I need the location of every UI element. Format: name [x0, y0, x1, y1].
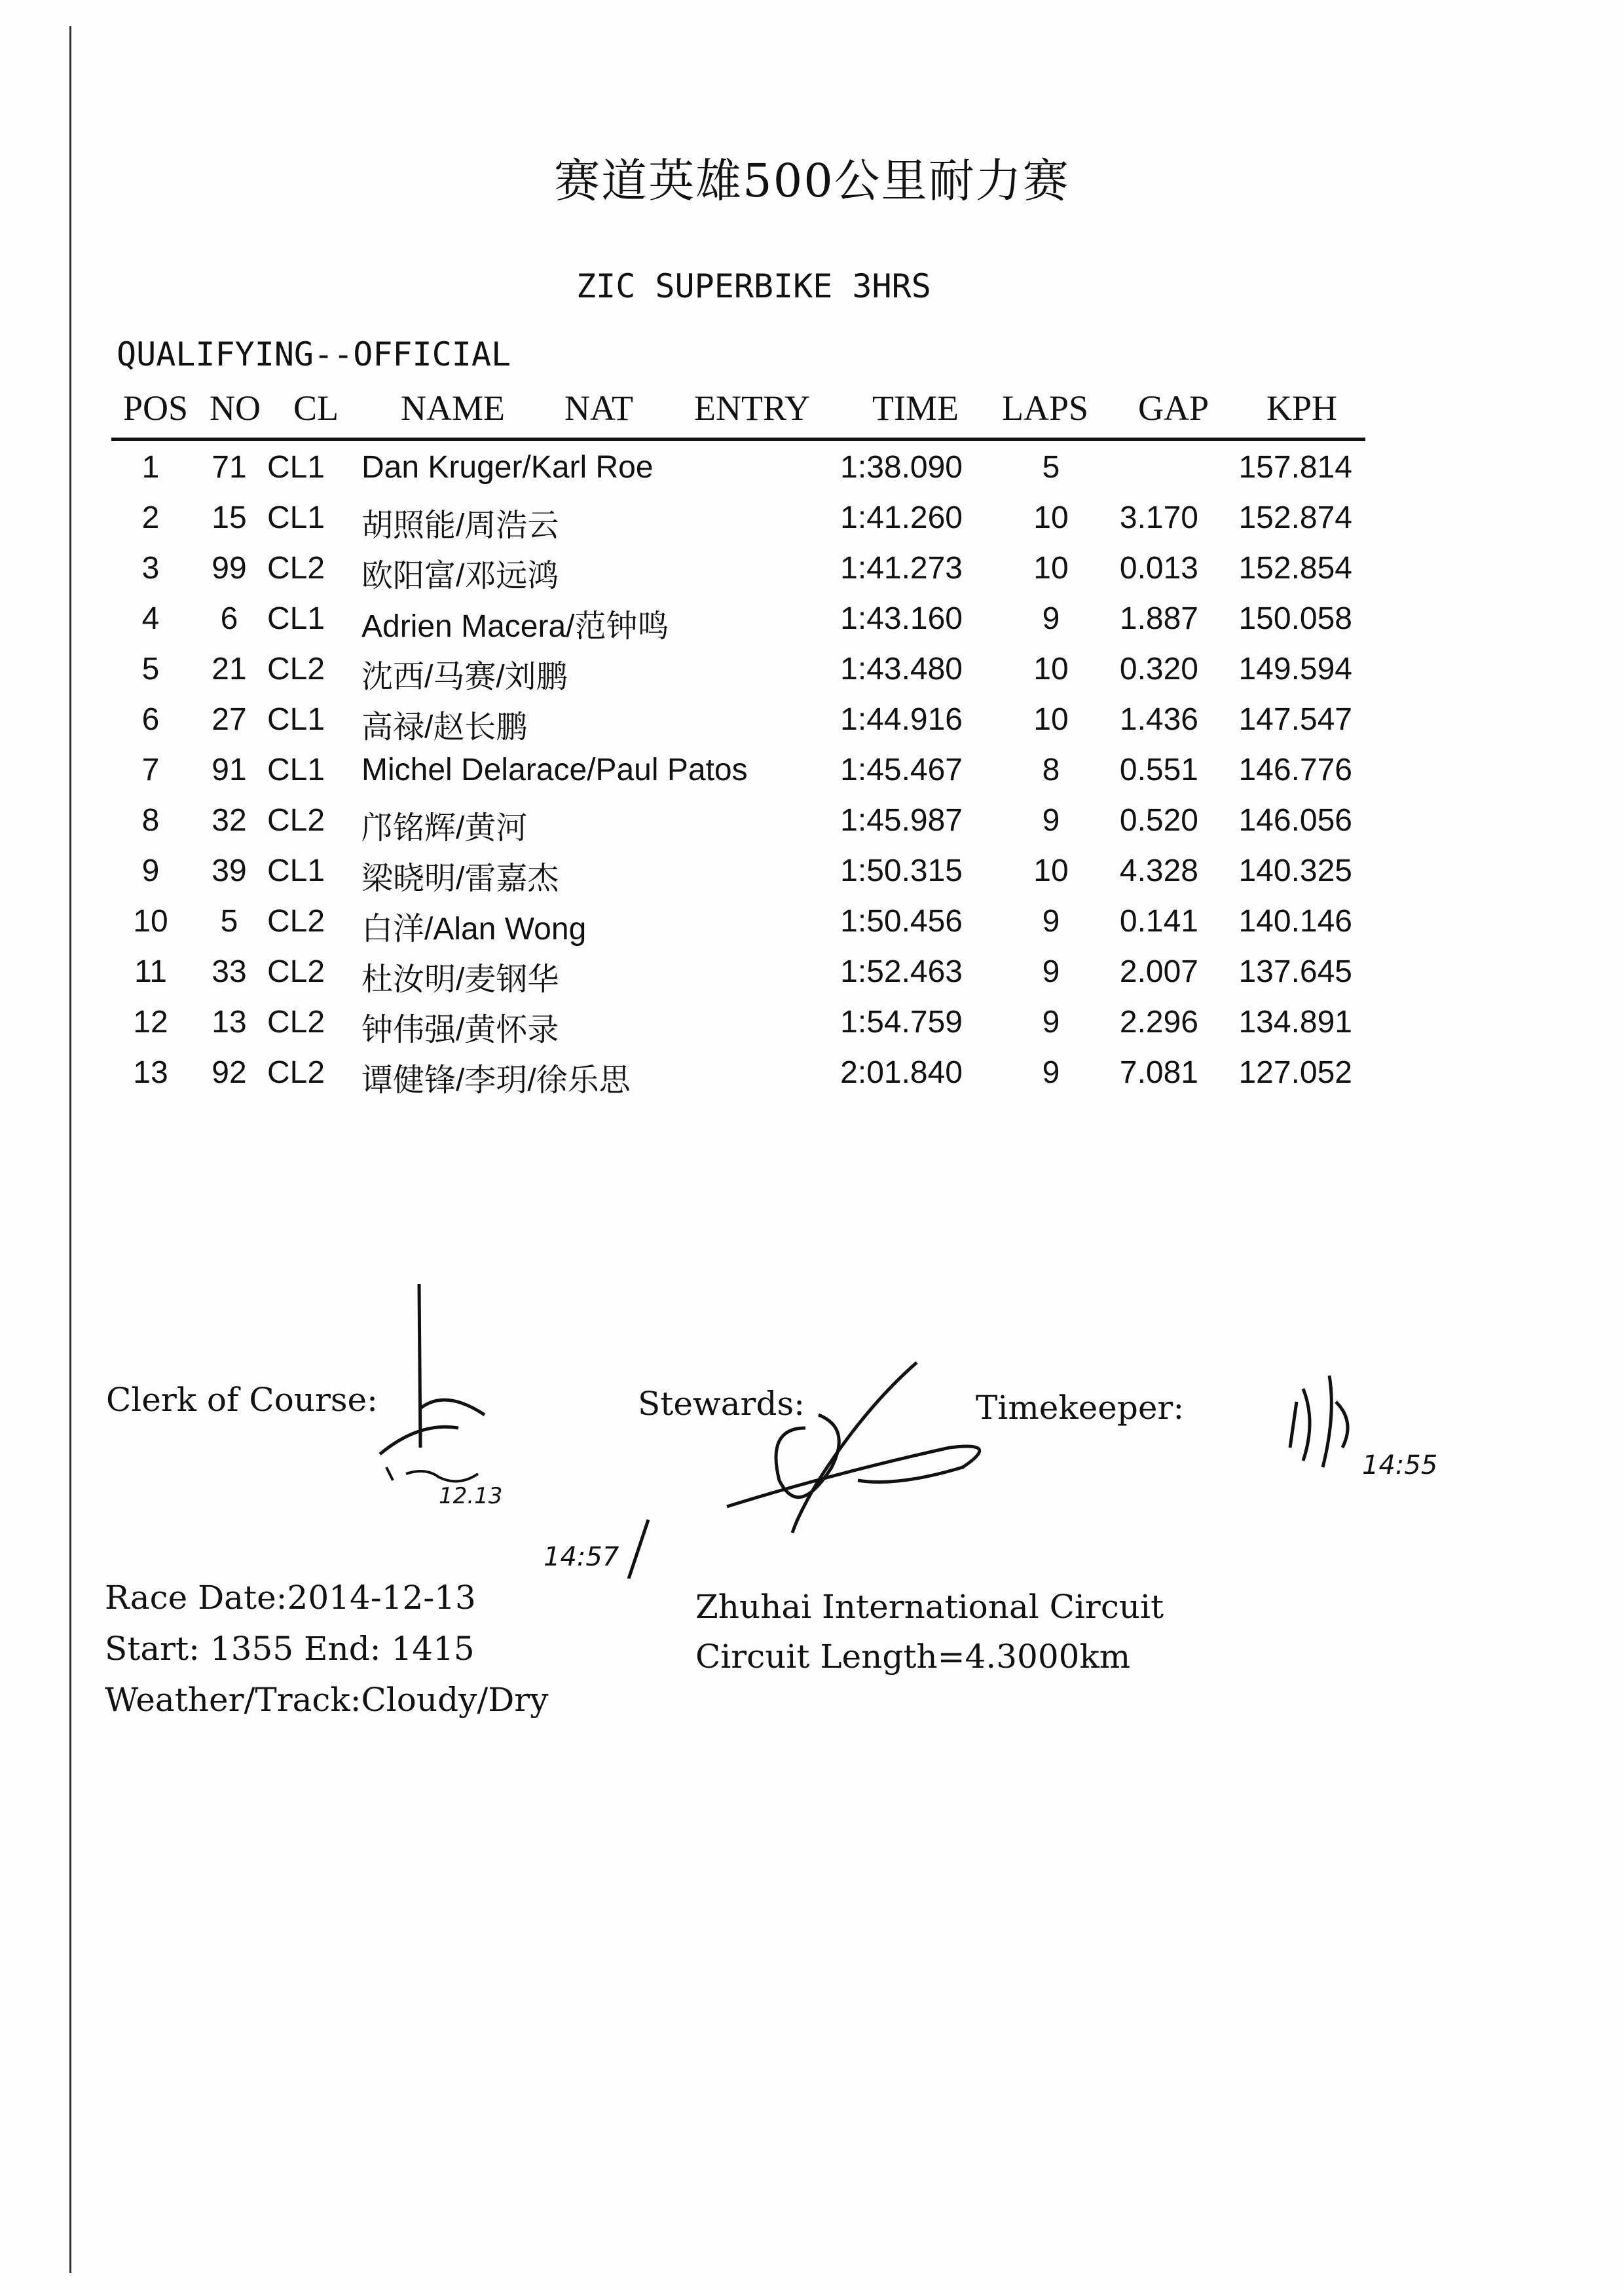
row-no: 6 — [220, 601, 238, 636]
row-name: 邝铭辉/黄河 — [361, 811, 528, 846]
row-cl: CL1 — [267, 753, 325, 787]
header-pos: POS — [123, 388, 189, 428]
header-gap: GAP — [1138, 388, 1209, 428]
row-pos: 2 — [141, 500, 160, 535]
race-start-end: Start: 1355 End: 1415 — [105, 1630, 475, 1668]
row-name: Dan Kruger/Karl Roe — [361, 450, 654, 485]
event-subtitle: ZIC SUPERBIKE 3HRS — [576, 267, 931, 305]
clerk-signature — [367, 1277, 681, 1579]
row-time: 1:43.160 — [840, 601, 963, 636]
row-cl: CL2 — [267, 551, 325, 586]
table-row — [0, 651, 1624, 694]
row-name: 钟伟强/黄怀录 — [361, 1013, 559, 1047]
header-cl: CL — [293, 388, 339, 428]
row-time: 1:45.467 — [840, 753, 963, 787]
row-laps: 9 — [1042, 1055, 1060, 1090]
row-name: Michel Delarace/Paul Patos — [361, 753, 748, 787]
row-time: 1:43.480 — [840, 652, 963, 686]
header-laps: LAPS — [1002, 388, 1089, 428]
row-no: 15 — [212, 500, 247, 535]
row-cl: CL1 — [267, 854, 325, 888]
weather-track: Weather/Track:Cloudy/Dry — [105, 1681, 549, 1719]
row-name: 欧阳富/邓远鸿 — [361, 559, 559, 593]
row-name: 沈西/马赛/刘鹏 — [361, 660, 568, 694]
row-kph: 147.547 — [1238, 702, 1352, 737]
header-no: NO — [210, 388, 261, 428]
row-cl: CL1 — [267, 702, 325, 737]
row-time: 1:38.090 — [840, 450, 963, 485]
row-laps: 9 — [1042, 1005, 1060, 1040]
row-pos: 9 — [141, 854, 160, 888]
row-kph: 150.058 — [1238, 601, 1352, 636]
row-pos: 5 — [141, 652, 160, 686]
row-no: 13 — [212, 1005, 247, 1040]
row-time: 1:54.759 — [840, 1005, 963, 1040]
row-pos: 11 — [134, 954, 167, 989]
circuit-name: Zhuhai International Circuit — [695, 1588, 1164, 1626]
circuit-length: Circuit Length=4.3000km — [695, 1638, 1131, 1676]
row-gap: 1.436 — [1119, 702, 1198, 737]
row-time: 1:45.987 — [840, 803, 963, 838]
row-laps: 9 — [1042, 601, 1060, 636]
session-label: QUALIFYING--OFFICIAL — [117, 335, 511, 373]
row-pos: 12 — [133, 1005, 168, 1040]
table-row — [0, 500, 1624, 543]
row-pos: 10 — [133, 904, 168, 939]
row-no: 39 — [212, 854, 247, 888]
table-row — [0, 601, 1624, 644]
header-rule — [111, 438, 1365, 441]
row-kph: 152.854 — [1238, 551, 1352, 586]
race-date: Race Date:2014-12-13 — [105, 1579, 476, 1617]
row-time: 1:41.260 — [840, 500, 963, 535]
row-pos: 4 — [141, 601, 160, 636]
row-name: Adrien Macera/范钟鸣 — [361, 609, 669, 644]
row-time: 1:50.456 — [840, 904, 963, 939]
row-gap: 2.296 — [1119, 1005, 1198, 1040]
header-entry: ENTRY — [694, 388, 811, 428]
clerk-time-note: 14:57 — [544, 1542, 619, 1572]
row-kph: 137.645 — [1238, 954, 1352, 989]
table-row — [0, 702, 1624, 745]
row-kph: 140.325 — [1238, 854, 1352, 888]
row-kph: 127.052 — [1238, 1055, 1352, 1090]
row-pos: 1 — [141, 450, 160, 485]
header-kph: KPH — [1266, 388, 1338, 428]
row-cl: CL2 — [267, 904, 325, 939]
row-time: 1:50.315 — [840, 854, 963, 888]
row-laps: 9 — [1042, 954, 1060, 989]
row-cl: CL1 — [267, 500, 325, 535]
row-no: 27 — [212, 702, 247, 737]
row-gap: 0.141 — [1119, 904, 1198, 939]
row-cl: CL2 — [267, 652, 325, 686]
row-gap: 0.013 — [1119, 551, 1198, 586]
timekeeper-label: Timekeeper: — [976, 1389, 1185, 1427]
row-kph: 157.814 — [1238, 450, 1352, 485]
row-kph: 149.594 — [1238, 652, 1352, 686]
row-kph: 146.056 — [1238, 803, 1352, 838]
stewards-signature — [701, 1349, 1015, 1539]
row-no: 99 — [212, 551, 247, 586]
timekeeper-signature — [1277, 1362, 1460, 1493]
row-cl: CL2 — [267, 1055, 325, 1090]
row-pos: 8 — [141, 803, 160, 838]
row-laps: 8 — [1042, 753, 1060, 787]
row-no: 71 — [212, 450, 247, 485]
row-laps: 9 — [1042, 803, 1060, 838]
row-kph: 146.776 — [1238, 753, 1352, 787]
row-cl: CL1 — [267, 450, 325, 485]
row-pos: 7 — [141, 753, 160, 787]
row-time: 1:52.463 — [840, 954, 963, 989]
row-name: 高禄/赵长鹏 — [361, 710, 528, 745]
row-cl: CL2 — [267, 803, 325, 838]
table-row — [0, 853, 1624, 896]
row-name: 梁晓明/雷嘉杰 — [361, 861, 559, 896]
row-cl: CL2 — [267, 1005, 325, 1040]
row-kph: 152.874 — [1238, 500, 1352, 535]
row-laps: 5 — [1042, 450, 1060, 485]
row-laps: 10 — [1033, 652, 1069, 686]
event-title: 赛道英雄500公里耐力赛 — [554, 154, 1070, 208]
row-gap: 4.328 — [1119, 854, 1198, 888]
row-time: 1:44.916 — [840, 702, 963, 737]
row-no: 21 — [212, 652, 247, 686]
table-row — [0, 550, 1624, 593]
table-row — [0, 903, 1624, 947]
row-cl: CL1 — [267, 601, 325, 636]
row-no: 5 — [220, 904, 238, 939]
row-pos: 13 — [133, 1055, 168, 1090]
table-row — [0, 1055, 1624, 1098]
clerk-of-course-label: Clerk of Course: — [106, 1381, 378, 1419]
row-kph: 140.146 — [1238, 904, 1352, 939]
clerk-date-note: 12.13 — [439, 1483, 503, 1509]
row-cl: CL2 — [267, 954, 325, 989]
row-time: 2:01.840 — [840, 1055, 963, 1090]
row-gap: 0.551 — [1119, 753, 1198, 787]
row-laps: 10 — [1033, 854, 1069, 888]
row-gap: 2.007 — [1119, 954, 1198, 989]
row-name: 杜汝明/麦钢华 — [361, 962, 559, 997]
row-pos: 3 — [141, 551, 160, 586]
row-gap: 7.081 — [1119, 1055, 1198, 1090]
header-nat: NAT — [564, 388, 633, 428]
table-row — [0, 449, 1624, 489]
row-no: 91 — [212, 753, 247, 787]
row-no: 92 — [212, 1055, 247, 1090]
row-time: 1:41.273 — [840, 551, 963, 586]
row-laps: 9 — [1042, 904, 1060, 939]
stewards-label: Stewards: — [638, 1385, 805, 1423]
table-row — [0, 954, 1624, 997]
row-laps: 10 — [1033, 702, 1069, 737]
row-pos: 6 — [141, 702, 160, 737]
row-gap: 0.320 — [1119, 652, 1198, 686]
table-row — [0, 1004, 1624, 1047]
table-row — [0, 752, 1624, 791]
row-laps: 10 — [1033, 551, 1069, 586]
table-row — [0, 802, 1624, 846]
header-name: NAME — [401, 388, 505, 428]
timekeeper-time-note: 14:55 — [1362, 1450, 1438, 1480]
row-name: 白洋/Alan Wong — [361, 912, 587, 947]
row-gap: 3.170 — [1119, 500, 1198, 535]
row-no: 32 — [212, 803, 247, 838]
binding-margin-line — [69, 26, 71, 2273]
row-gap: 1.887 — [1119, 601, 1198, 636]
row-no: 33 — [212, 954, 247, 989]
row-kph: 134.891 — [1238, 1005, 1352, 1040]
row-gap: 0.520 — [1119, 803, 1198, 838]
row-name: 谭健锋/李玥/徐乐思 — [361, 1063, 631, 1098]
row-laps: 10 — [1033, 500, 1069, 535]
row-name: 胡照能/周浩云 — [361, 508, 559, 543]
header-time: TIME — [872, 388, 959, 428]
